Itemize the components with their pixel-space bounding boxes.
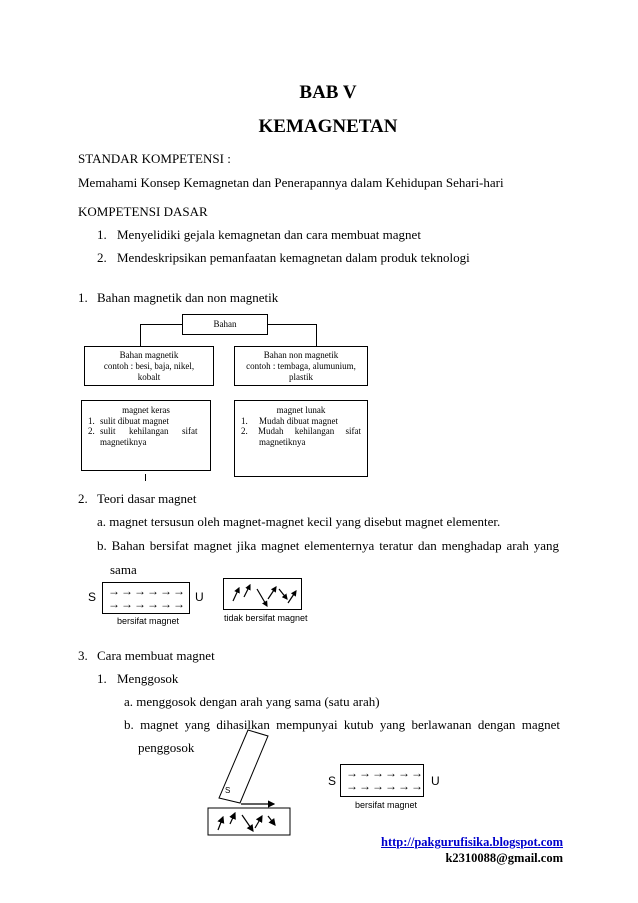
kompetensi-label: KOMPETENSI DASAR bbox=[78, 204, 208, 219]
connector-line bbox=[140, 324, 141, 346]
blog-link[interactable]: http://pakgurufisika.blogspot.com bbox=[381, 835, 563, 849]
kompetensi-item-text: Menyelidiki gejala kemagnetan dan cara membuat magnet bbox=[117, 227, 421, 242]
chapter-title: BAB V bbox=[299, 82, 357, 103]
connector-line bbox=[140, 324, 182, 325]
connector-line bbox=[316, 324, 317, 346]
aligned-arrows-row: →→→→→→ bbox=[346, 766, 424, 780]
section2-point-a: a. magnet tersusun oleh magnet-magnet kecil yang disebut magnet elementer. bbox=[97, 514, 501, 529]
random-arrows-icon bbox=[224, 579, 303, 611]
nonmagnetik-example-cont: plastik bbox=[289, 372, 313, 382]
section3-point-b-cont: penggosok bbox=[138, 740, 195, 755]
magnet-keras-box bbox=[81, 400, 211, 471]
rubbed-bar-box bbox=[208, 808, 290, 835]
magnet-random-box bbox=[223, 578, 302, 610]
bersifat-label: bersifat magnet bbox=[355, 800, 418, 810]
lunak-item: 1. Mudah dibuat magnet bbox=[241, 415, 338, 426]
rod-pole-label: S bbox=[225, 786, 231, 795]
lunak-title: magnet lunak bbox=[276, 405, 326, 415]
north-pole-label: U bbox=[431, 774, 440, 788]
north-pole-label: U bbox=[195, 590, 204, 604]
section3-num: 3. bbox=[78, 648, 88, 663]
keras-item: 2. sulit kehilangan sifat bbox=[88, 426, 198, 436]
author-email: k2310088@gmail.com bbox=[445, 851, 563, 865]
kompetensi-item-num: 2. bbox=[97, 250, 107, 265]
root-box bbox=[182, 314, 268, 335]
root-label: Bahan bbox=[213, 319, 237, 329]
aligned-arrows-row: →→→→→→ bbox=[108, 584, 186, 598]
nonmagnetik-title: Bahan non magnetik bbox=[263, 350, 339, 360]
magnetik-example-cont: kobalt bbox=[137, 372, 161, 382]
section2-point-b: b. Bahan bersifat magnet jika magnet elementernya teratur dan menghadap arah yang bbox=[97, 538, 559, 553]
aligned-arrows-row: →→→→→→ bbox=[346, 779, 424, 793]
section3-point-b: b. magnet yang dihasilkan mempunyai kutub yang berlawanan dengan magnet bbox=[124, 717, 560, 732]
keras-item: 1. sulit dibuat magnet bbox=[88, 415, 169, 426]
magnet-aligned-box bbox=[102, 582, 190, 614]
section1-title: Bahan magnetik dan non magnetik bbox=[97, 290, 279, 305]
section2-point-b-cont: sama bbox=[110, 562, 137, 577]
connector-line bbox=[268, 324, 316, 325]
topic-title: KEMAGNETAN bbox=[258, 116, 398, 137]
keras-item-cont: magnetiknya bbox=[100, 436, 147, 447]
standar-label: STANDAR KOMPETENSI : bbox=[78, 151, 231, 166]
south-pole-label: S bbox=[88, 590, 97, 604]
bersifat-label: bersifat magnet bbox=[117, 616, 180, 626]
section3-point-a: a. menggosok dengan arah yang sama (satu arah) bbox=[124, 694, 380, 709]
section2-title: Teori dasar magnet bbox=[97, 491, 197, 506]
nonmagnetik-example: contoh : tembaga, alumunium, bbox=[246, 361, 356, 371]
lunak-item: 2. Mudah kehilangan sifat bbox=[241, 426, 361, 436]
section2-num: 2. bbox=[78, 491, 88, 506]
magnetik-example: contoh : besi, baja, nikel, bbox=[103, 361, 195, 371]
section3-sub-title: Menggosok bbox=[117, 671, 179, 686]
section3-sub-num: 1. bbox=[97, 671, 107, 686]
kompetensi-item-text: Mendeskripsikan pemanfaatan kemagnetan dalam produk teknologi bbox=[117, 250, 470, 265]
magnetik-title: Bahan magnetik bbox=[119, 350, 179, 360]
south-pole-label: S bbox=[328, 774, 337, 788]
kompetensi-item-num: 1. bbox=[97, 227, 107, 242]
section1-num: 1. bbox=[78, 290, 88, 305]
keras-title: magnet keras bbox=[122, 405, 170, 415]
magnetik-box bbox=[84, 346, 214, 386]
tick-line bbox=[145, 474, 146, 481]
magnet-result-box bbox=[340, 764, 424, 797]
section3-title: Cara membuat magnet bbox=[97, 648, 215, 663]
standar-text: Memahami Konsep Kemagnetan dan Penerapannya dalam Kehidupan Sehari-hari bbox=[78, 175, 504, 190]
rubbing-figure bbox=[200, 728, 310, 840]
aligned-arrows-row: →→→→→→ bbox=[108, 597, 186, 611]
magnet-lunak-box bbox=[234, 400, 368, 477]
nonmagnetik-box bbox=[234, 346, 368, 386]
lunak-item-cont: magnetiknya bbox=[259, 436, 306, 447]
tidak-bersifat-label: tidak bersifat magnet bbox=[224, 613, 308, 623]
